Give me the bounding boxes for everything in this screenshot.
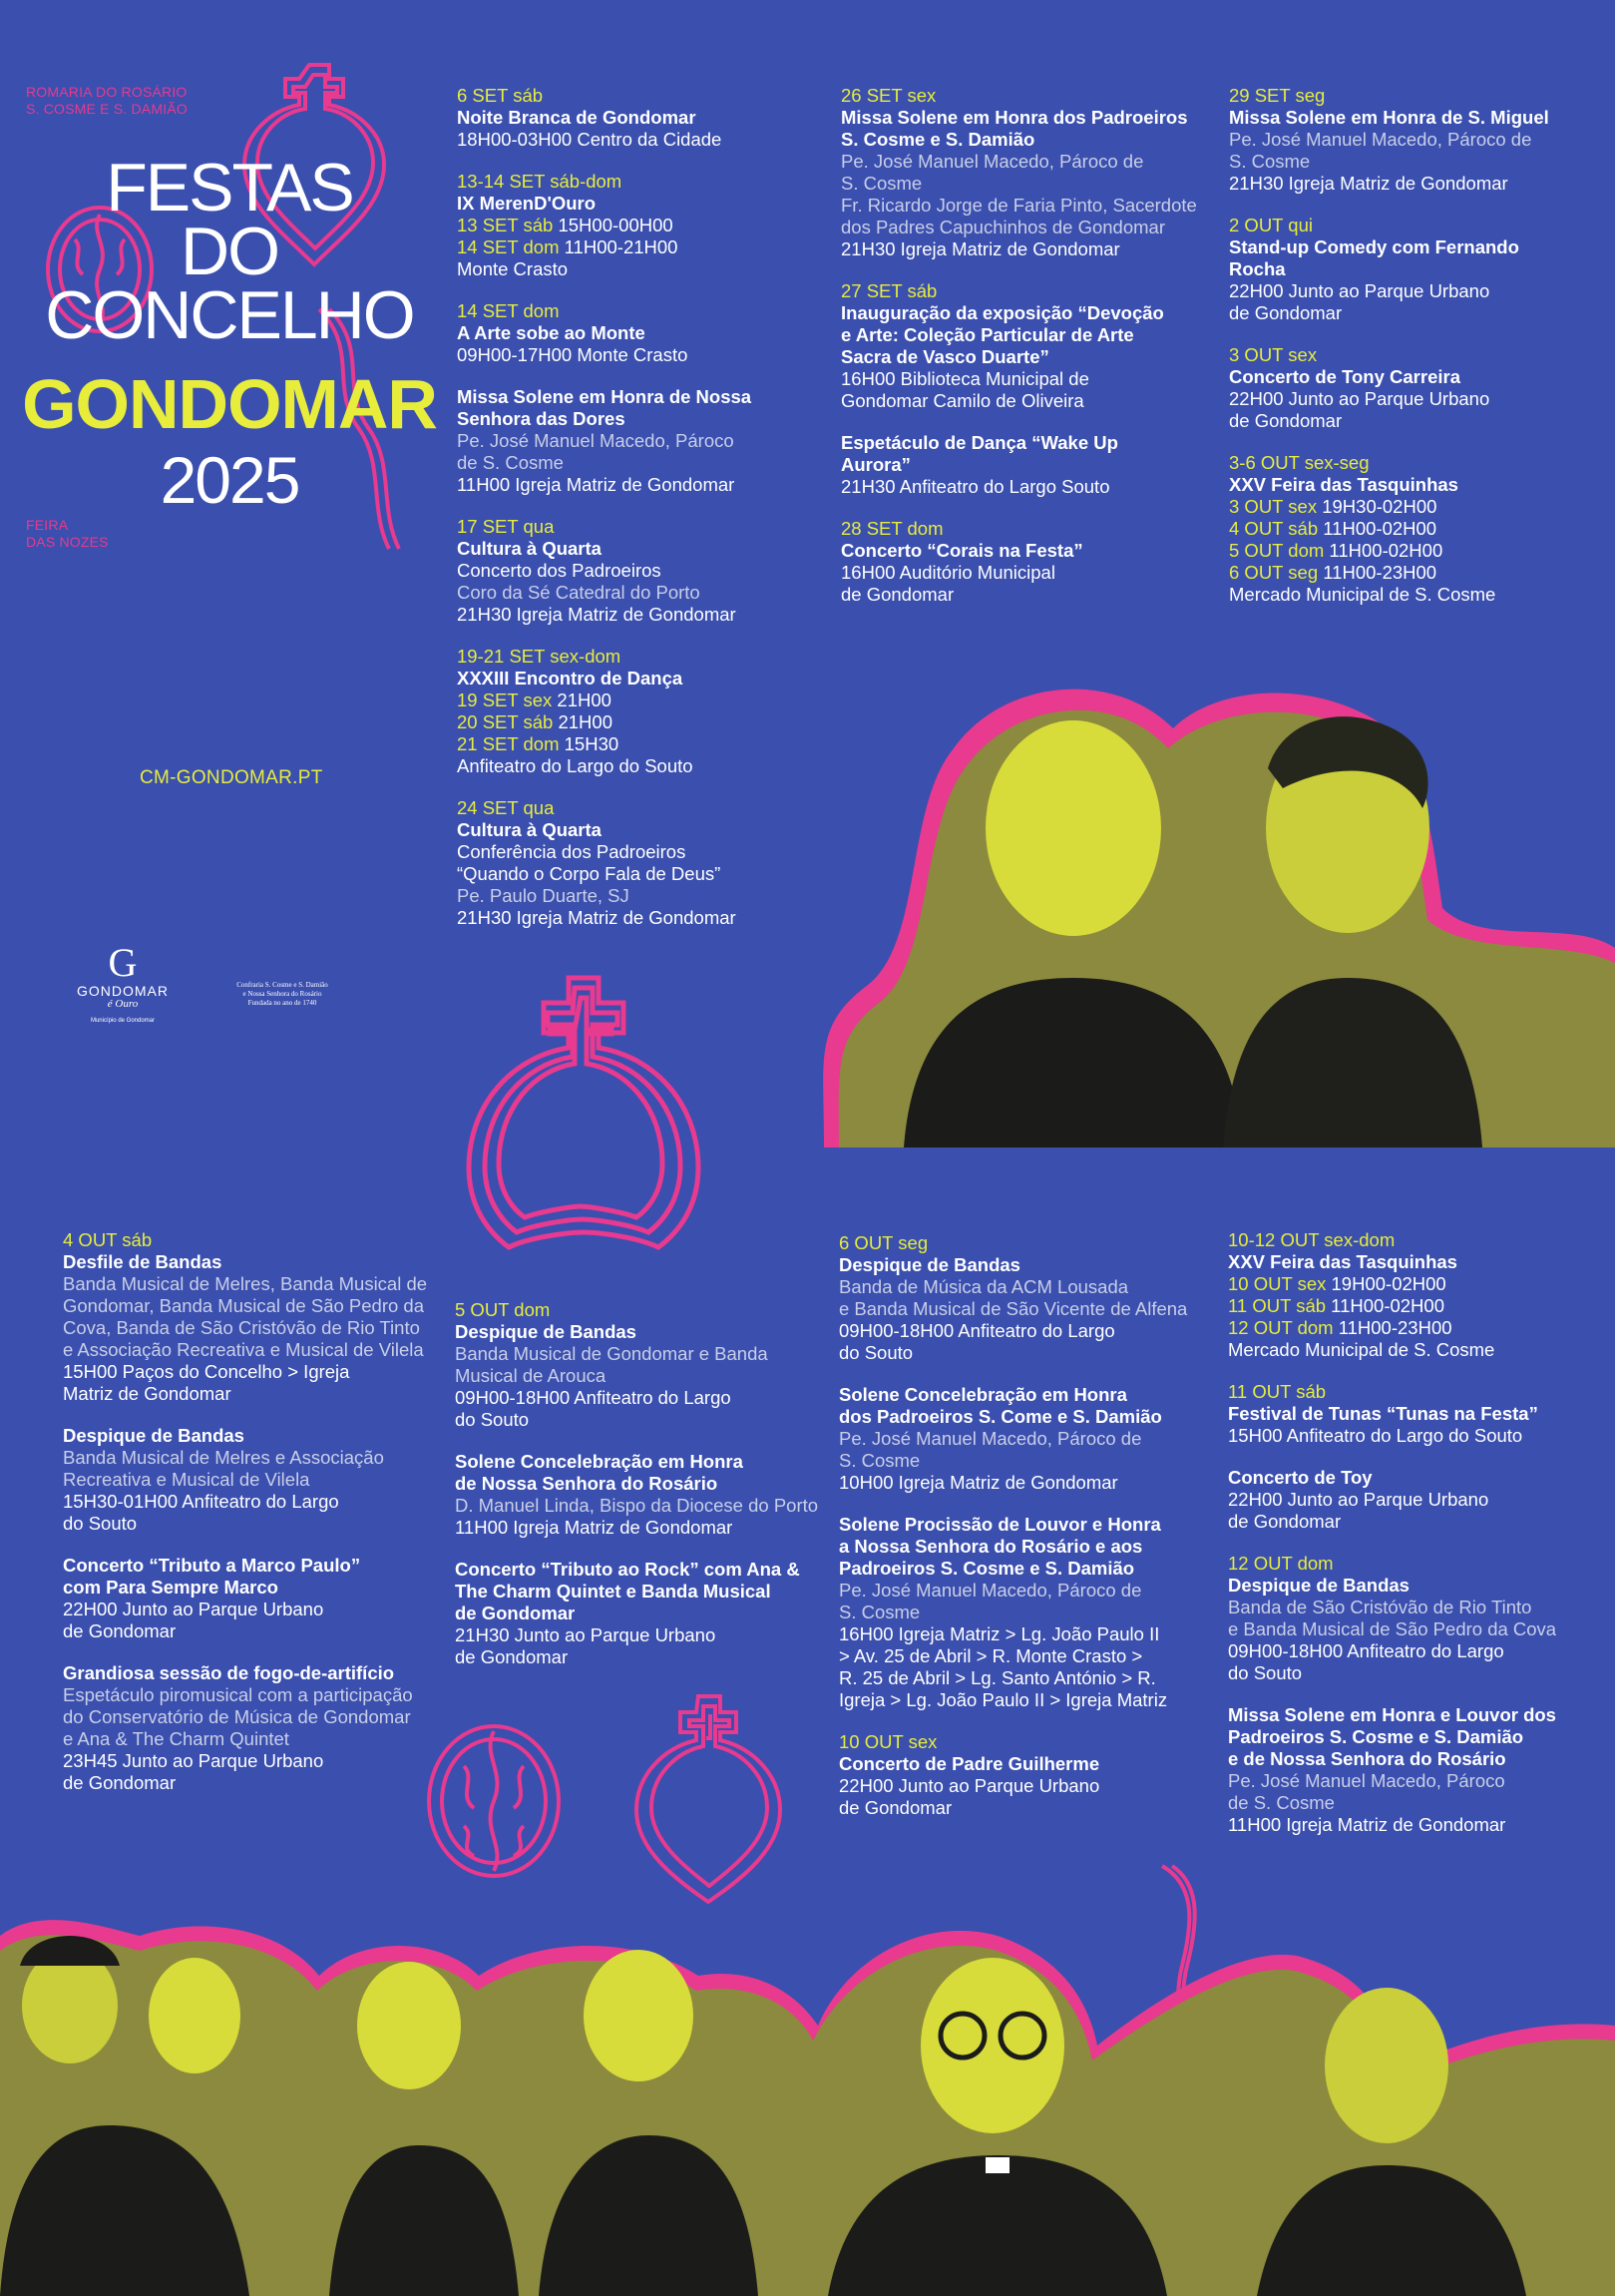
- event-title: Concerto de Padre Guilherme: [839, 1753, 1100, 1774]
- event-date: 19-21 SET sex-dom: [457, 646, 621, 667]
- session-day: 14 SET dom: [457, 236, 560, 257]
- event-entry: [1229, 85, 1588, 195]
- event-title: a Nossa Senhora do Rosário e aos: [839, 1536, 1143, 1557]
- event-date: 6 OUT seg: [839, 1232, 929, 1253]
- event-credit: Pe. José Manuel Macedo, Pároco de: [841, 151, 1144, 172]
- schedule-col-7: [1228, 1229, 1607, 1856]
- event-entry: [455, 1451, 824, 1539]
- event-date: 12 OUT dom: [1228, 1553, 1334, 1574]
- session-day: 12 OUT dom: [1228, 1317, 1334, 1338]
- event-date: 10 OUT sex: [839, 1731, 938, 1752]
- event-title: Missa Solene em Honra de S. Miguel: [1229, 107, 1549, 128]
- event-entry: [841, 518, 1200, 606]
- confraria-line-2: e Nossa Senhora do Rosário: [242, 990, 322, 998]
- schedule-col-1: [457, 85, 816, 949]
- event-time-venue: 11H00 Igreja Matriz de Gondomar: [455, 1517, 733, 1538]
- event-session: [1229, 562, 1588, 584]
- event-time-venue: do Souto: [63, 1513, 138, 1534]
- session-time: 21H00: [553, 711, 612, 732]
- event-credit: S. Cosme: [1229, 151, 1311, 172]
- session-time: 21H00: [552, 689, 611, 710]
- event-time-venue: > Av. 25 de Abril > R. Monte Crasto >: [839, 1645, 1143, 1666]
- logo-sub: Município de Gondomar: [90, 1018, 156, 1024]
- session-time: 11H00-02H00: [1326, 1295, 1444, 1316]
- event-title: de Nossa Senhora do Rosário: [455, 1473, 718, 1494]
- romaria-line-1: ROMARIA DO ROSÁRIO: [26, 84, 188, 100]
- event-credit: Banda Musical de Melres, Banda Musical de: [63, 1273, 428, 1294]
- event-credit: Gondomar, Banda Musical de São Pedro da: [63, 1295, 425, 1316]
- event-credit: Musical de Arouca: [455, 1365, 606, 1386]
- event-credit: e Banda Musical de São Vicente de Alfena: [839, 1298, 1188, 1319]
- session-day: 19 SET sex: [457, 689, 553, 710]
- event-entry: [1228, 1553, 1607, 1684]
- event-credit: de S. Cosme: [457, 452, 564, 473]
- event-title: A Arte sobe ao Monte: [457, 322, 645, 343]
- website-link[interactable]: CM-GONDOMAR.PT: [140, 767, 323, 788]
- event-time-venue: de Gondomar: [455, 1646, 569, 1667]
- event-time-venue: 11H00 Igreja Matriz de Gondomar: [1228, 1814, 1506, 1835]
- schedule-col-6: [839, 1232, 1218, 1839]
- event-title: Inauguração da exposição “Devoção: [841, 302, 1164, 323]
- event-credit: Coro da Sé Catedral do Porto: [457, 582, 700, 603]
- event-entry: [1229, 344, 1588, 432]
- event-date: 28 SET dom: [841, 518, 944, 539]
- event-date: 3-6 OUT sex-seg: [1229, 452, 1370, 473]
- event-date: 3 OUT sex: [1229, 344, 1318, 365]
- event-title: IX MerenD'Ouro: [457, 193, 597, 214]
- event-title: Rocha: [1229, 258, 1286, 279]
- schedule-col-3: [1229, 85, 1588, 626]
- feira-line-2: DAS NOZES: [26, 534, 109, 550]
- event-credit: S. Cosme: [841, 173, 923, 194]
- event-title: dos Padroeiros S. Come e S. Damião: [839, 1406, 1162, 1427]
- session-time: 11H00-23H00: [1333, 1317, 1452, 1338]
- event-time-venue: Monte Crasto: [457, 258, 569, 279]
- event-title: Solene Concelebração em Honra: [839, 1384, 1127, 1405]
- event-title: Festival de Tunas “Tunas na Festa”: [1228, 1403, 1538, 1424]
- event-date: 2 OUT qui: [1229, 215, 1313, 235]
- city-title: GONDOMAR: [22, 365, 437, 443]
- session-day: 3 OUT sex: [1229, 496, 1318, 517]
- event-date: 11 OUT sáb: [1228, 1381, 1327, 1402]
- event-entry: [839, 1514, 1218, 1711]
- event-time-venue: 16H00 Biblioteca Municipal de: [841, 368, 1089, 389]
- event-date: 14 SET dom: [457, 300, 560, 321]
- romaria-tag: [26, 84, 188, 118]
- event-date: 5 OUT dom: [455, 1299, 551, 1320]
- feira-line-1: FEIRA: [26, 517, 69, 533]
- event-time-venue: 22H00 Junto ao Parque Urbano: [1228, 1489, 1489, 1510]
- event-time-venue: Matriz de Gondomar: [63, 1383, 231, 1404]
- event-title: Concerto de Tony Carreira: [1229, 366, 1460, 387]
- event-session: [457, 711, 816, 733]
- event-entry: [1229, 215, 1588, 324]
- event-date: 10-12 OUT sex-dom: [1228, 1229, 1396, 1250]
- logo-letter: G: [108, 940, 138, 985]
- event-title: Despique de Bandas: [63, 1425, 244, 1446]
- event-entry: [839, 1384, 1218, 1494]
- event-entry: [1228, 1229, 1607, 1361]
- event-time-venue: de Gondomar: [63, 1772, 177, 1793]
- event-title: XXXIII Encontro de Dança: [457, 668, 683, 689]
- event-time-venue: do Souto: [1228, 1662, 1303, 1683]
- event-session: [457, 733, 816, 755]
- event-time-venue: 21H30 Anfiteatro do Largo Souto: [841, 476, 1110, 497]
- confraria-line-3: Fundada no ano de 1740: [247, 999, 317, 1007]
- performers-photo-top: [784, 659, 1615, 1148]
- event-title: Padroeiros S. Cosme e S. Damião: [1228, 1726, 1524, 1747]
- event-credit: Fr. Ricardo Jorge de Faria Pinto, Sacerdote: [841, 195, 1197, 216]
- logo-script: é Ouro: [107, 998, 139, 1010]
- event-session: [1228, 1295, 1607, 1317]
- event-detail: “Quando o Corpo Fala de Deus”: [457, 863, 721, 884]
- event-entry: [457, 646, 816, 777]
- event-time-venue: de Gondomar: [1229, 302, 1343, 323]
- event-entry: [455, 1559, 824, 1668]
- event-time-venue: de Gondomar: [63, 1620, 177, 1641]
- event-title: Concerto “Tributo a Marco Paulo”: [63, 1555, 361, 1576]
- session-day: 21 SET dom: [457, 733, 560, 754]
- event-title: Noite Branca de Gondomar: [457, 107, 696, 128]
- event-credit: Recreativa e Musical de Vilela: [63, 1469, 310, 1490]
- event-time-venue: 21H30 Igreja Matriz de Gondomar: [457, 907, 736, 928]
- event-title: Concerto de Toy: [1228, 1467, 1373, 1488]
- event-credit: e Ana & The Charm Quintet: [63, 1728, 289, 1749]
- title-line-do: DO: [181, 214, 278, 289]
- event-time-venue: Mercado Municipal de S. Cosme: [1229, 584, 1496, 605]
- event-time-venue: 22H00 Junto ao Parque Urbano: [839, 1775, 1100, 1796]
- event-entry: [63, 1229, 442, 1405]
- event-time-venue: 16H00 Auditório Municipal: [841, 562, 1055, 583]
- event-title: Padroeiros S. Cosme e S. Damião: [839, 1558, 1135, 1579]
- event-time-venue: 09H00-17H00 Monte Crasto: [457, 344, 688, 365]
- event-title: Missa Solene em Honra dos Padroeiros: [841, 107, 1188, 128]
- event-credit: Banda de Música da ACM Lousada: [839, 1276, 1129, 1297]
- session-day: 11 OUT sáb: [1228, 1295, 1327, 1316]
- event-credit: Pe. José Manuel Macedo, Pároco: [1228, 1770, 1505, 1791]
- event-entry: [841, 280, 1200, 412]
- event-title: Solene Procissão de Louvor e Honra: [839, 1514, 1161, 1535]
- event-credit: Banda de São Cristóvão de Rio Tinto: [1228, 1597, 1532, 1617]
- event-credit: Espetáculo piromusical com a participação: [63, 1684, 413, 1705]
- session-time: 15H30: [559, 733, 619, 754]
- session-time: 15H00-00H00: [553, 215, 673, 235]
- schedule-col-5: [455, 1299, 824, 1688]
- event-time-venue: do Souto: [839, 1342, 914, 1363]
- event-time-venue: 10H00 Igreja Matriz de Gondomar: [839, 1472, 1118, 1493]
- event-time-venue: de Gondomar: [1229, 410, 1343, 431]
- event-detail: Concerto dos Padroeiros: [457, 560, 661, 581]
- session-time: 11H00-02H00: [1324, 540, 1443, 561]
- event-time-venue: 22H00 Junto ao Parque Urbano: [1229, 280, 1490, 301]
- event-entry: [839, 1232, 1218, 1364]
- event-time-venue: 09H00-18H00 Anfiteatro do Largo: [455, 1387, 731, 1408]
- event-title: Stand-up Comedy com Fernando: [1229, 236, 1519, 257]
- event-title: Missa Solene em Honra e Louvor dos: [1228, 1704, 1556, 1725]
- session-time: 11H00-23H00: [1318, 562, 1437, 583]
- schedule-col-4: [63, 1229, 442, 1814]
- event-entry: [457, 386, 816, 496]
- session-day: 20 SET sáb: [457, 711, 554, 732]
- event-session: [457, 215, 816, 236]
- event-session: [1229, 518, 1588, 540]
- event-entry: [1228, 1704, 1607, 1836]
- session-time: 11H00-21H00: [559, 236, 678, 257]
- title-line-festas: FESTAS: [106, 150, 353, 226]
- event-title: Concerto “Tributo ao Rock” com Ana &: [455, 1559, 800, 1580]
- event-entry: [63, 1662, 442, 1794]
- event-title: S. Cosme e S. Damião: [841, 129, 1035, 150]
- event-entry: [457, 85, 816, 151]
- event-credit: Pe. José Manuel Macedo, Pároco: [457, 430, 734, 451]
- session-time: 19H30-02H00: [1317, 496, 1437, 517]
- event-entry: [455, 1299, 824, 1431]
- festas-title: [20, 150, 439, 353]
- event-entry: [1228, 1467, 1607, 1533]
- event-detail: Conferência dos Padroeiros: [457, 841, 686, 862]
- event-entry: [839, 1731, 1218, 1819]
- event-time-venue: 21H30 Igreja Matriz de Gondomar: [841, 238, 1120, 259]
- event-entry: [841, 85, 1200, 260]
- event-credit: e Banda Musical de São Pedro da Cova: [1228, 1618, 1557, 1639]
- romaria-line-2: S. COSME E S. DAMIÃO: [26, 101, 188, 117]
- event-session: [457, 236, 816, 258]
- event-time-venue: 21H30 Igreja Matriz de Gondomar: [457, 604, 736, 625]
- event-credit: S. Cosme: [839, 1450, 921, 1471]
- event-time-venue: 23H45 Junto ao Parque Urbano: [63, 1750, 324, 1771]
- confraria-line-1: Confraria S. Cosme e S. Damião: [236, 981, 328, 989]
- title-line-concelho: CONCELHO: [45, 277, 414, 353]
- event-entry: [457, 797, 816, 929]
- event-time-venue: 16H00 Igreja Matriz > Lg. João Paulo II: [839, 1623, 1160, 1644]
- event-time-venue: de Gondomar: [841, 584, 955, 605]
- event-credit: Banda Musical de Melres e Associação: [63, 1447, 384, 1468]
- event-title: Despique de Bandas: [455, 1321, 636, 1342]
- event-time-venue: Igreja > Lg. João Paulo II > Igreja Matriz: [839, 1689, 1168, 1710]
- event-date: 4 OUT sáb: [63, 1229, 153, 1250]
- event-time-venue: do Souto: [455, 1409, 530, 1430]
- event-title: Concerto “Corais na Festa”: [841, 540, 1083, 561]
- event-credit: Pe. José Manuel Macedo, Pároco de: [839, 1428, 1142, 1449]
- event-time-venue: de Gondomar: [1228, 1511, 1342, 1532]
- session-day: 5 OUT dom: [1229, 540, 1325, 561]
- event-title: Solene Concelebração em Honra: [455, 1451, 743, 1472]
- event-date: 26 SET sex: [841, 85, 937, 106]
- event-title: Despique de Bandas: [1228, 1575, 1410, 1596]
- event-title: Espetáculo de Dança “Wake Up: [841, 432, 1118, 453]
- event-entry: [1228, 1381, 1607, 1447]
- event-time-venue: 21H30 Igreja Matriz de Gondomar: [1229, 173, 1508, 194]
- event-title: XXV Feira das Tasquinhas: [1228, 1251, 1457, 1272]
- session-time: 11H00-02H00: [1318, 518, 1437, 539]
- event-title: Sacra de Vasco Duarte”: [841, 346, 1049, 367]
- event-title: Cultura à Quarta: [457, 819, 602, 840]
- event-entry: [457, 516, 816, 626]
- event-time-venue: 22H00 Junto ao Parque Urbano: [63, 1599, 324, 1619]
- confraria-logo: [217, 981, 347, 1008]
- feira-tag: [26, 517, 109, 551]
- session-time: 19H00-02H00: [1326, 1273, 1446, 1294]
- event-date: 17 SET qua: [457, 516, 555, 537]
- logo-name: GONDOMAR: [77, 983, 169, 999]
- event-time-venue: 11H00 Igreja Matriz de Gondomar: [457, 474, 735, 495]
- event-title: de Gondomar: [455, 1603, 576, 1623]
- event-time-venue: 15H00 Anfiteatro do Largo do Souto: [1228, 1425, 1523, 1446]
- event-time-venue: 18H00-03H00 Centro da Cidade: [457, 129, 722, 150]
- pink-ornament-crown: [454, 968, 713, 1257]
- event-time-venue: de Gondomar: [839, 1797, 953, 1818]
- event-title: Missa Solene em Honra de Nossa: [457, 386, 752, 407]
- year-title: 2025: [160, 443, 299, 517]
- event-credit: Pe. José Manuel Macedo, Pároco de: [839, 1580, 1142, 1601]
- event-title: The Charm Quintet e Banda Musical: [455, 1581, 771, 1602]
- event-time-venue: 21H30 Junto ao Parque Urbano: [455, 1624, 716, 1645]
- event-entry: [63, 1555, 442, 1642]
- event-time-venue: 09H00-18H00 Anfiteatro do Largo: [839, 1320, 1115, 1341]
- event-entry: [457, 300, 816, 366]
- event-date: 27 SET sáb: [841, 280, 938, 301]
- event-entry: [1229, 452, 1588, 606]
- event-credit: dos Padres Capuchinhos de Gondomar: [841, 217, 1165, 237]
- event-time-venue: Gondomar Camilo de Oliveira: [841, 390, 1084, 411]
- event-entry: [841, 432, 1200, 498]
- event-title: Despique de Bandas: [839, 1254, 1020, 1275]
- event-title: com Para Sempre Marco: [63, 1577, 278, 1598]
- event-time-venue: 15H00 Paços do Concelho > Igreja: [63, 1361, 350, 1382]
- event-credit: S. Cosme: [839, 1602, 921, 1622]
- event-title: Senhora das Dores: [457, 408, 625, 429]
- session-day: 4 OUT sáb: [1229, 518, 1319, 539]
- event-credit: e Associação Recreativa e Musical de Vilela: [63, 1339, 424, 1360]
- event-title: e Arte: Coleção Particular de Arte: [841, 324, 1134, 345]
- gondomar-logo: [68, 940, 178, 1024]
- event-credit: Pe. Paulo Duarte, SJ: [457, 885, 629, 906]
- event-title: Aurora”: [841, 454, 911, 475]
- session-day: 6 OUT seg: [1229, 562, 1319, 583]
- event-session: [1229, 496, 1588, 518]
- event-time-venue: R. 25 de Abril > Lg. Santo António > R.: [839, 1667, 1156, 1688]
- event-title: Cultura à Quarta: [457, 538, 602, 559]
- event-time-venue: Anfiteatro do Largo do Souto: [457, 755, 693, 776]
- event-title: e de Nossa Senhora do Rosário: [1228, 1748, 1506, 1769]
- session-day: 10 OUT sex: [1228, 1273, 1327, 1294]
- event-credit: Pe. José Manuel Macedo, Pároco de: [1229, 129, 1532, 150]
- event-date: 13-14 SET sáb-dom: [457, 171, 622, 192]
- event-credit: Cova, Banda de São Cristóvão de Rio Tinto: [63, 1317, 420, 1338]
- event-time-venue: 22H00 Junto ao Parque Urbano: [1229, 388, 1490, 409]
- event-session: [1229, 540, 1588, 562]
- event-time-venue: 09H00-18H00 Anfiteatro do Largo: [1228, 1640, 1504, 1661]
- event-date: 29 SET seg: [1229, 85, 1326, 106]
- event-title: Desfile de Bandas: [63, 1251, 222, 1272]
- event-time-venue: 15H30-01H00 Anfiteatro do Largo: [63, 1491, 339, 1512]
- session-day: 13 SET sáb: [457, 215, 554, 235]
- event-entry: [457, 171, 816, 280]
- performers-photo-bottom: [0, 1896, 1615, 2296]
- event-credit: de S. Cosme: [1228, 1792, 1335, 1813]
- event-session: [1228, 1317, 1607, 1339]
- event-time-venue: Mercado Municipal de S. Cosme: [1228, 1339, 1495, 1360]
- event-date: 24 SET qua: [457, 797, 555, 818]
- event-date: 6 SET sáb: [457, 85, 544, 106]
- event-credit: Banda Musical de Gondomar e Banda: [455, 1343, 768, 1364]
- event-credit: do Conservatório de Música de Gondomar: [63, 1706, 411, 1727]
- event-title: XXV Feira das Tasquinhas: [1229, 474, 1458, 495]
- event-entry: [63, 1425, 442, 1535]
- schedule-col-2: [841, 85, 1200, 626]
- event-session: [1228, 1273, 1607, 1295]
- pink-ornament-heart-bottom: [608, 1686, 808, 1906]
- event-session: [457, 689, 816, 711]
- event-credit: D. Manuel Linda, Bispo da Diocese do Porto: [455, 1495, 819, 1516]
- event-title: Grandiosa sessão de fogo-de-artifício: [63, 1662, 395, 1683]
